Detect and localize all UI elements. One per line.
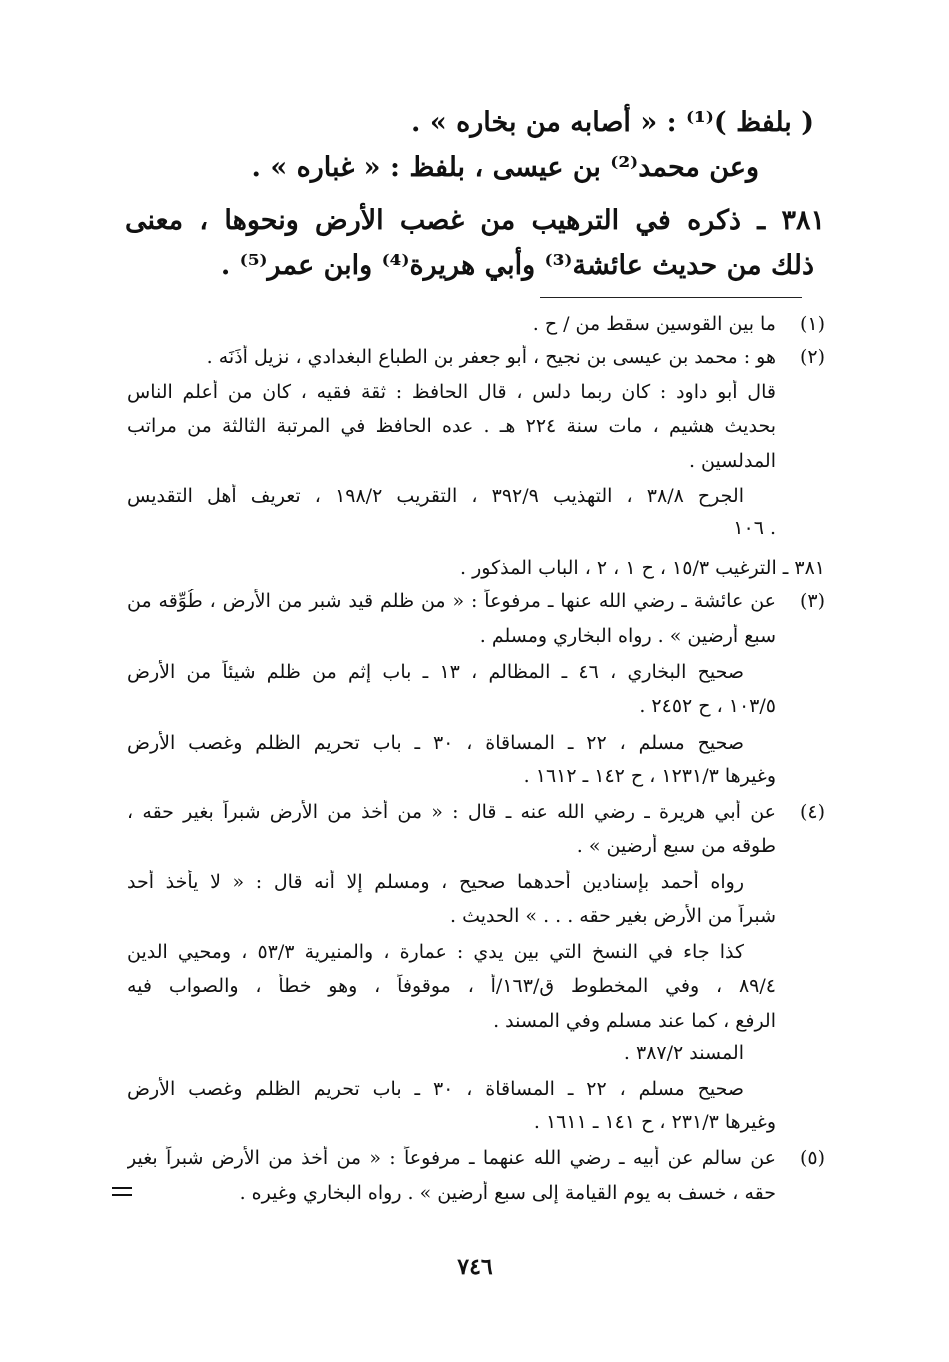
- reference-381: ٣٨١ ـ الترغيب ١٥/٣ ، ح ١ ، ٢ ، الباب المذكور .: [460, 557, 825, 579]
- footnote-3-line: وغيرها ١٢٣١/٣ ، ح ١٤٢ ـ ١٦١٢ .: [523, 765, 776, 787]
- footnote-4-line: ٨٩/٤ ، وفي المخطوط ق/١٦٣/أ ، موقوفاً ، وهو خطأ ، والصواب فيه: [127, 975, 776, 997]
- footnote-2-line: قال أبو داود : كان ربما دلس ، قال الحافظ : ثقة فقيه ، كان من أعلم الناس: [127, 381, 776, 403]
- footnote-1-line: ما بين القوسين سقط من / ح .: [532, 313, 776, 335]
- footnote-2-number: (٢): [799, 346, 825, 368]
- footnote-3-line: عن عائشة ـ رضي الله عنها ـ مرفوعاً : « من ظلم قيد شبر من الأرض ، طُوِّقه من: [127, 590, 776, 612]
- footnote-1-number: (١): [799, 313, 825, 335]
- footnote-5-line: عن سالم عن أبيه ـ رضي الله عنهما ـ مرفوعاً : « من أخذ من الأرض شبراً بغير: [127, 1147, 776, 1169]
- footnote-3-line: سبع أرضين » . رواه البخاري ومسلم .: [479, 625, 776, 647]
- footnote-3-line: صحيح البخاري ، ٤٦ ـ المظالم ، ١٣ ـ باب إثم من ظلم شيئاً من الأرض: [127, 661, 744, 683]
- footnote-2-line: الجرح ٣٨/٨ ، التهذيب ٣٩٢/٩ ، التقريب ١٩٨/٢ ، تعريف أهل التقديس: [127, 485, 744, 507]
- footnote-4-line: المسند ٣٨٧/٢ .: [623, 1042, 744, 1064]
- footnote-3-number: (٣): [799, 590, 825, 612]
- footnote-4-line: شبراً من الأرض بغير حقه . . . » الحديث .: [450, 905, 776, 927]
- footnote-4-line: الرفع ، كما عند مسلم وفي المسند .: [493, 1010, 776, 1032]
- footnote-2-line: بحديث هشيم ، مات سنة ٢٢٤ هـ . عده الحافظ في المرتبة الثالثة من مراتب: [127, 415, 776, 437]
- footnote-4-line: وغيرها ٢٣١/٣ ، ح ١٤١ ـ ١٦١١ .: [533, 1111, 776, 1133]
- continuation-mark: [112, 1187, 132, 1199]
- footnote-3-line: ١٠٣/٥ ، ح ٢٤٥٢ .: [639, 695, 776, 717]
- footnote-4-number: (٤): [799, 801, 825, 823]
- footnote-4-line: كذا جاء في النسخ التي بين يدي : عمارة ، والمنيرية ٥٣/٣ ، ومحيي الدين: [127, 941, 744, 963]
- main-text-line-3: ٣٨١ ـ ذكره في الترهيب من غصب الأرض ونحوها ، معنى: [125, 205, 825, 236]
- footnote-4-line: رواه أحمد بإسنادين أحدهما صحيح ، ومسلم إلا أنه قال : « لا يأخذ أحد: [127, 871, 744, 893]
- footnote-4-line: عن أبي هريرة ـ رضي الله عنه ـ قال : « من أخذ من الأرض شبراً بغير حقه ،: [127, 801, 776, 823]
- main-text-line-2: وعن محمد⁽²⁾ بن عيسى ، بلفظ : « غباره » .: [251, 152, 759, 183]
- footnote-4-line: صحيح مسلم ، ٢٢ ـ المساقاة ، ٣٠ ـ باب تحريم الظلم وغصب الأرض: [127, 1078, 744, 1100]
- main-text-line-1: ( بلفظ )⁽¹⁾ : « أصابه من بخاره » .: [411, 107, 814, 138]
- footnote-2-line: المدلسين .: [688, 450, 776, 472]
- footnote-4-line: طوقه من سبع أرضين » .: [576, 835, 776, 857]
- main-text-line-4: ذلك من حديث عائشة⁽³⁾ وأبي هريرة⁽⁴⁾ وابن عمر⁽⁵⁾ .: [220, 250, 814, 281]
- footnote-2-line: هو : محمد بن عيسى بن نجيح ، أبو جعفر بن الطباع البغدادي ، نزيل أَذَنَه .: [206, 346, 776, 368]
- footnote-2-line: ١٠٦ .: [733, 517, 776, 539]
- footnote-5-number: (٥): [799, 1147, 825, 1169]
- footnote-5-line: حقه ، خسف به يوم القيامة إلى سبع أرضين » . رواه البخاري وغيره .: [239, 1182, 776, 1204]
- footnote-separator: [540, 297, 802, 298]
- page-number: ٧٤٦: [457, 1254, 493, 1280]
- footnote-3-line: صحيح مسلم ، ٢٢ ـ المساقاة ، ٣٠ ـ باب تحريم الظلم وغصب الأرض: [127, 732, 744, 754]
